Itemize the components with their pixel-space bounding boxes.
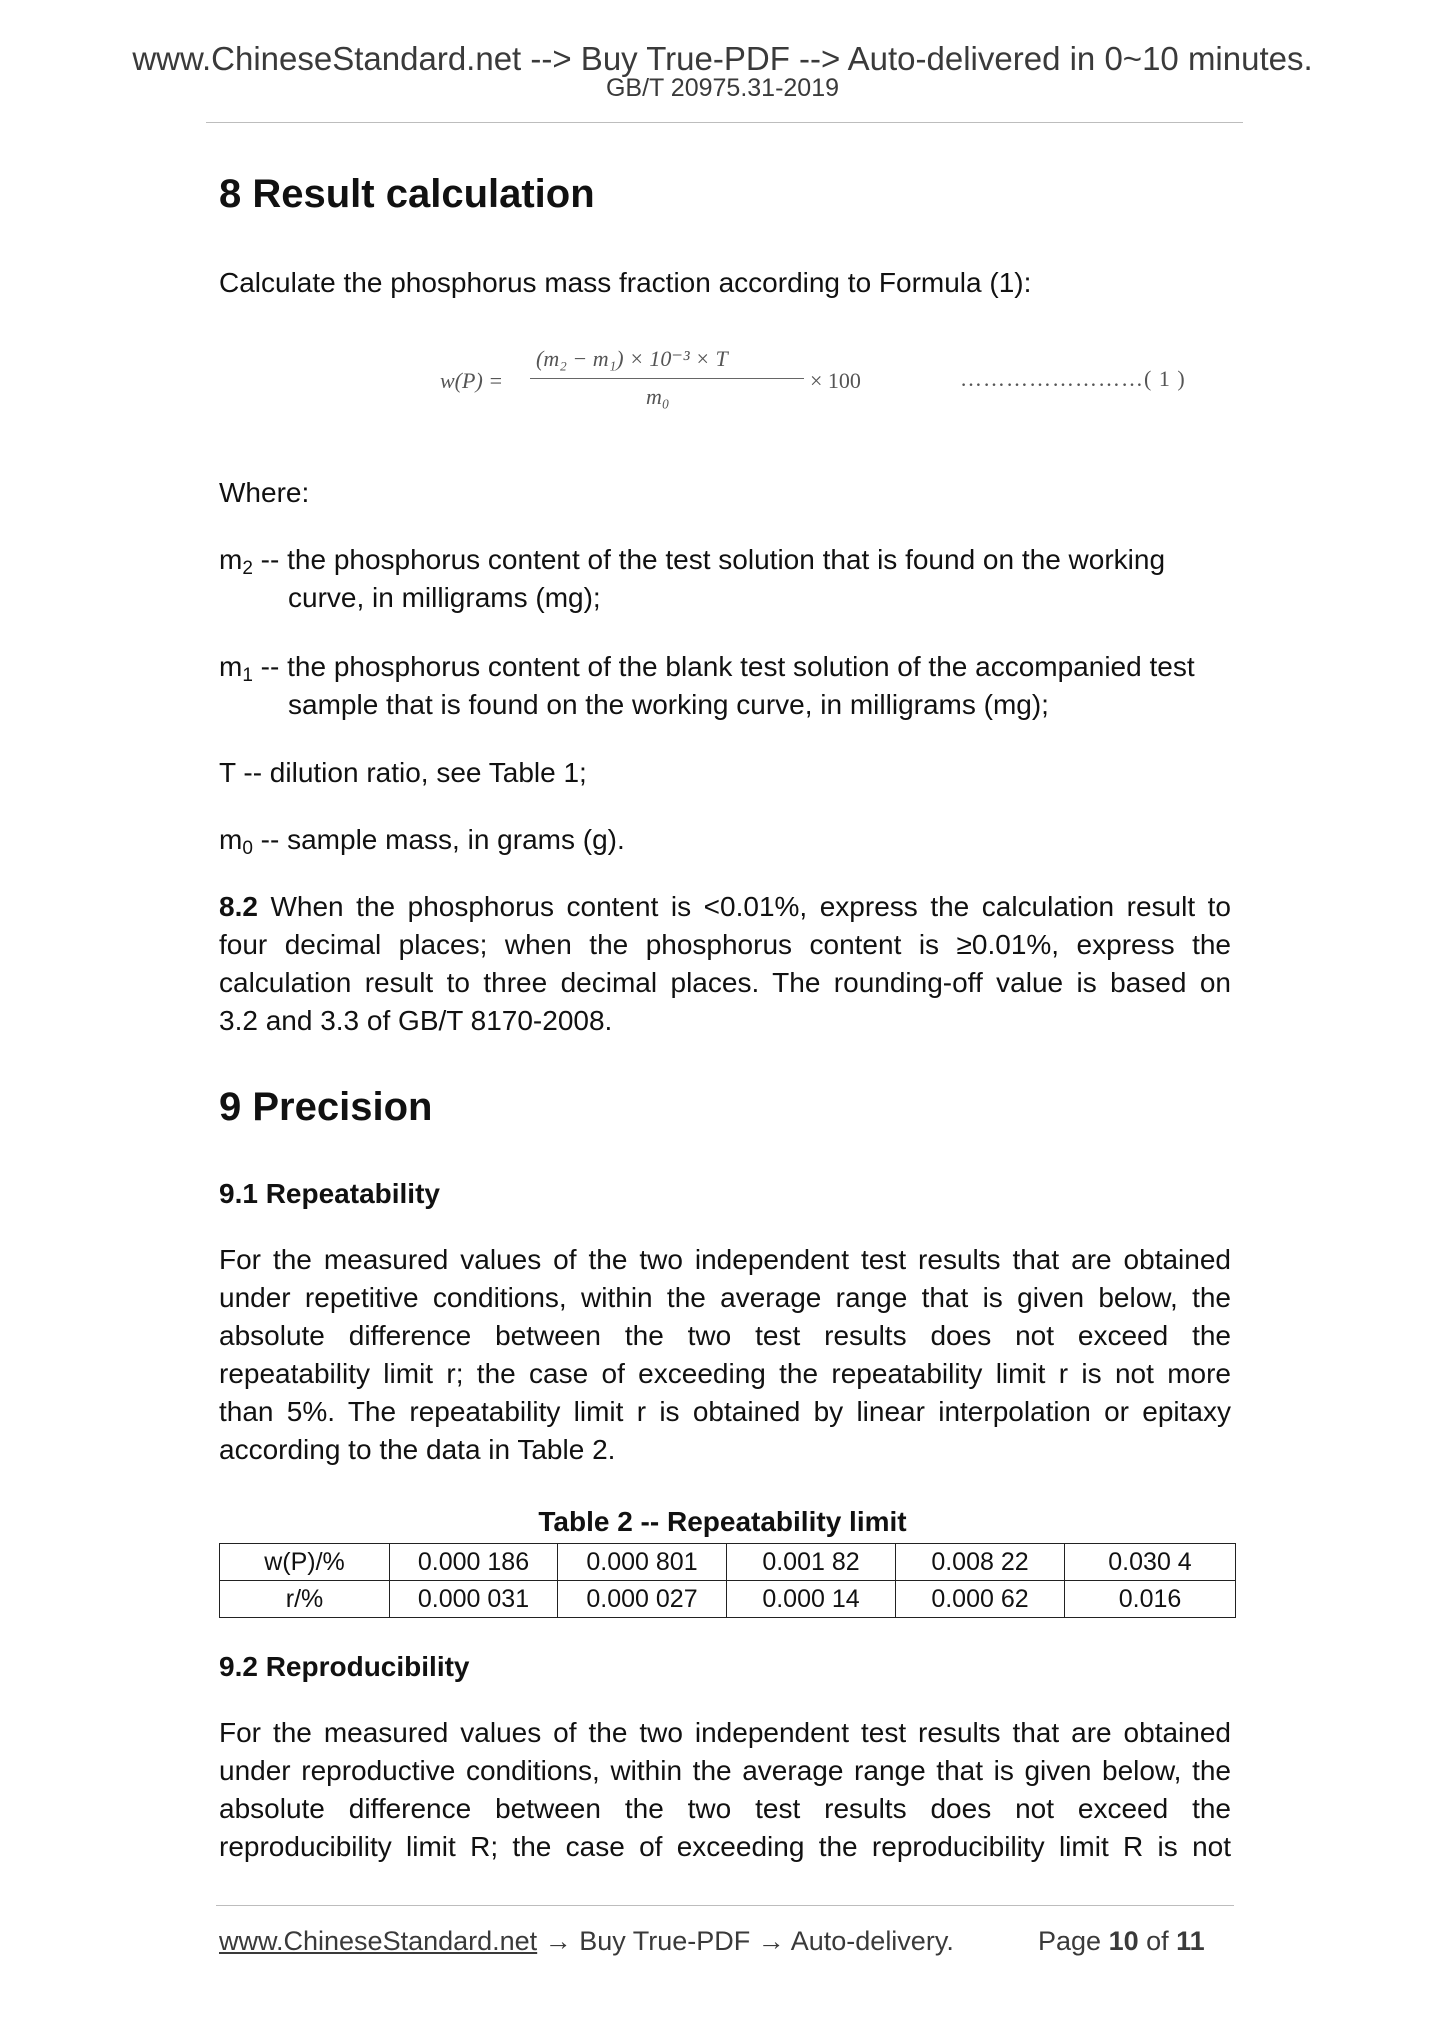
page-total: 11: [1176, 1926, 1205, 1956]
m0-symbol: m: [219, 824, 243, 855]
m2-subscript: 2: [242, 558, 253, 579]
table-header-cell: r/%: [220, 1581, 390, 1618]
p91-line: than 5%. The repeatability limit r is obtained by linear interpolation or epitaxy: [219, 1396, 1231, 1427]
definition-m0: [219, 821, 625, 868]
p82-number: 8.2: [219, 891, 258, 922]
section-9-title: 9 Precision: [219, 1085, 433, 1129]
formula-number: ……………………( 1 ): [960, 366, 1186, 391]
table-cell: 0.000 186: [390, 1544, 558, 1581]
p82-line-3: calculation result to three decimal places. The rounding-off value is based on: [219, 967, 1231, 998]
p91-line: repeatability limit r; the case of exceeding the repeatability limit r is not more: [219, 1358, 1231, 1389]
table-cell: 0.000 62: [896, 1581, 1065, 1618]
m0-subscript: 0: [242, 838, 253, 859]
m1-subscript: 1: [242, 665, 253, 686]
footer-links: [219, 1925, 954, 1957]
paragraph-9-2: [219, 1714, 1231, 1866]
footer-page-indicator: [1038, 1925, 1205, 1957]
footer-buy-text: → Buy True-PDF → Auto-delivery.: [537, 1926, 954, 1956]
page-label: Page: [1038, 1926, 1109, 1956]
formula-1: [440, 340, 1240, 424]
m2-text: -- the phosphorus content of the test solution that is found on the working: [252, 544, 1166, 575]
header-site-line: www.ChineseStandard.net --> Buy True-PDF --> Auto-delivered in 0~10 minutes.: [132, 40, 1313, 77]
section-8-title: 8 Result calculation: [219, 172, 595, 216]
m2-symbol: m: [219, 544, 243, 575]
table-row: [220, 1581, 1236, 1618]
p91-line: For the measured values of the two independent test results that are obtained: [219, 1244, 1231, 1275]
formula-lhs: w(P) =: [440, 368, 504, 393]
formula-fraction-bar: [530, 378, 804, 379]
formula-multiplier: × 100: [810, 368, 861, 393]
page-number: 10: [1108, 1926, 1139, 1956]
p82-line-2: four decimal places; when the phosphorus content is ≥0.01%, express the: [219, 929, 1231, 960]
definition-m2-cont: curve, in milligrams (mg);: [288, 582, 601, 613]
table-cell: 0.000 801: [558, 1544, 727, 1581]
table-2-caption: Table 2 -- Repeatability limit: [538, 1506, 907, 1537]
p92-line: absolute difference between the two test results does not exceed the: [219, 1793, 1231, 1824]
p92-line: under reproductive conditions, within the average range that is given below, the: [219, 1755, 1231, 1786]
m1-symbol: m: [219, 651, 243, 682]
table-cell: 0.000 14: [727, 1581, 896, 1618]
p91-line: under repetitive conditions, within the average range that is given below, the: [219, 1282, 1231, 1313]
paragraph-8-2: [219, 888, 1231, 1040]
formula-denominator: m₀: [646, 384, 670, 409]
p92-line: For the measured values of the two independent test results that are obtained: [219, 1717, 1231, 1748]
table-row: [220, 1544, 1236, 1581]
p92-line: reproducibility limit R; the case of exceeding the reproducibility limit R is not: [219, 1831, 1231, 1862]
m0-text: -- sample mass, in grams (g).: [252, 824, 625, 855]
section-9-1-title: 9.1 Repeatability: [219, 1178, 440, 1209]
footer-divider: [216, 1905, 1234, 1906]
table-cell: 0.030 4: [1065, 1544, 1236, 1581]
p91-line: absolute difference between the two test results does not exceed the: [219, 1320, 1231, 1351]
p91-line: according to the data in Table 2.: [219, 1434, 616, 1465]
formula-intro: Calculate the phosphorus mass fraction according to Formula (1):: [219, 267, 1032, 298]
paragraph-9-1: [219, 1241, 1231, 1469]
table-cell: 0.000 027: [558, 1581, 727, 1618]
table-cell: 0.001 82: [727, 1544, 896, 1581]
definition-T: T -- dilution ratio, see Table 1;: [219, 757, 587, 788]
table-2-repeatability: [219, 1543, 1236, 1618]
table-cell: 0.016: [1065, 1581, 1236, 1618]
section-9-2-title: 9.2 Reproducibility: [219, 1651, 470, 1682]
formula-numerator: (m₂ − m₁) × 10⁻³ × T: [536, 346, 728, 371]
header-divider: [206, 122, 1243, 123]
table-cell: 0.000 031: [390, 1581, 558, 1618]
definition-m1-cont: sample that is found on the working curve, in milligrams (mg);: [288, 689, 1049, 720]
p82-line-1-text: When the phosphorus content is <0.01%, express the calculation result to: [257, 891, 1231, 922]
table-cell: 0.008 22: [896, 1544, 1065, 1581]
of-label: of: [1138, 1926, 1177, 1956]
m1-text: -- the phosphorus content of the blank test solution of the accompanied test: [252, 651, 1195, 682]
where-label: Where:: [219, 477, 310, 508]
footer-site-link[interactable]: www.ChineseStandard.net: [219, 1926, 538, 1956]
p82-line-4: 3.2 and 3.3 of GB/T 8170-2008.: [219, 1005, 613, 1036]
table-header-cell: w(P)/%: [220, 1544, 390, 1581]
header-standard-code: GB/T 20975.31-2019: [605, 74, 840, 102]
p82-line-1: [219, 888, 1231, 926]
